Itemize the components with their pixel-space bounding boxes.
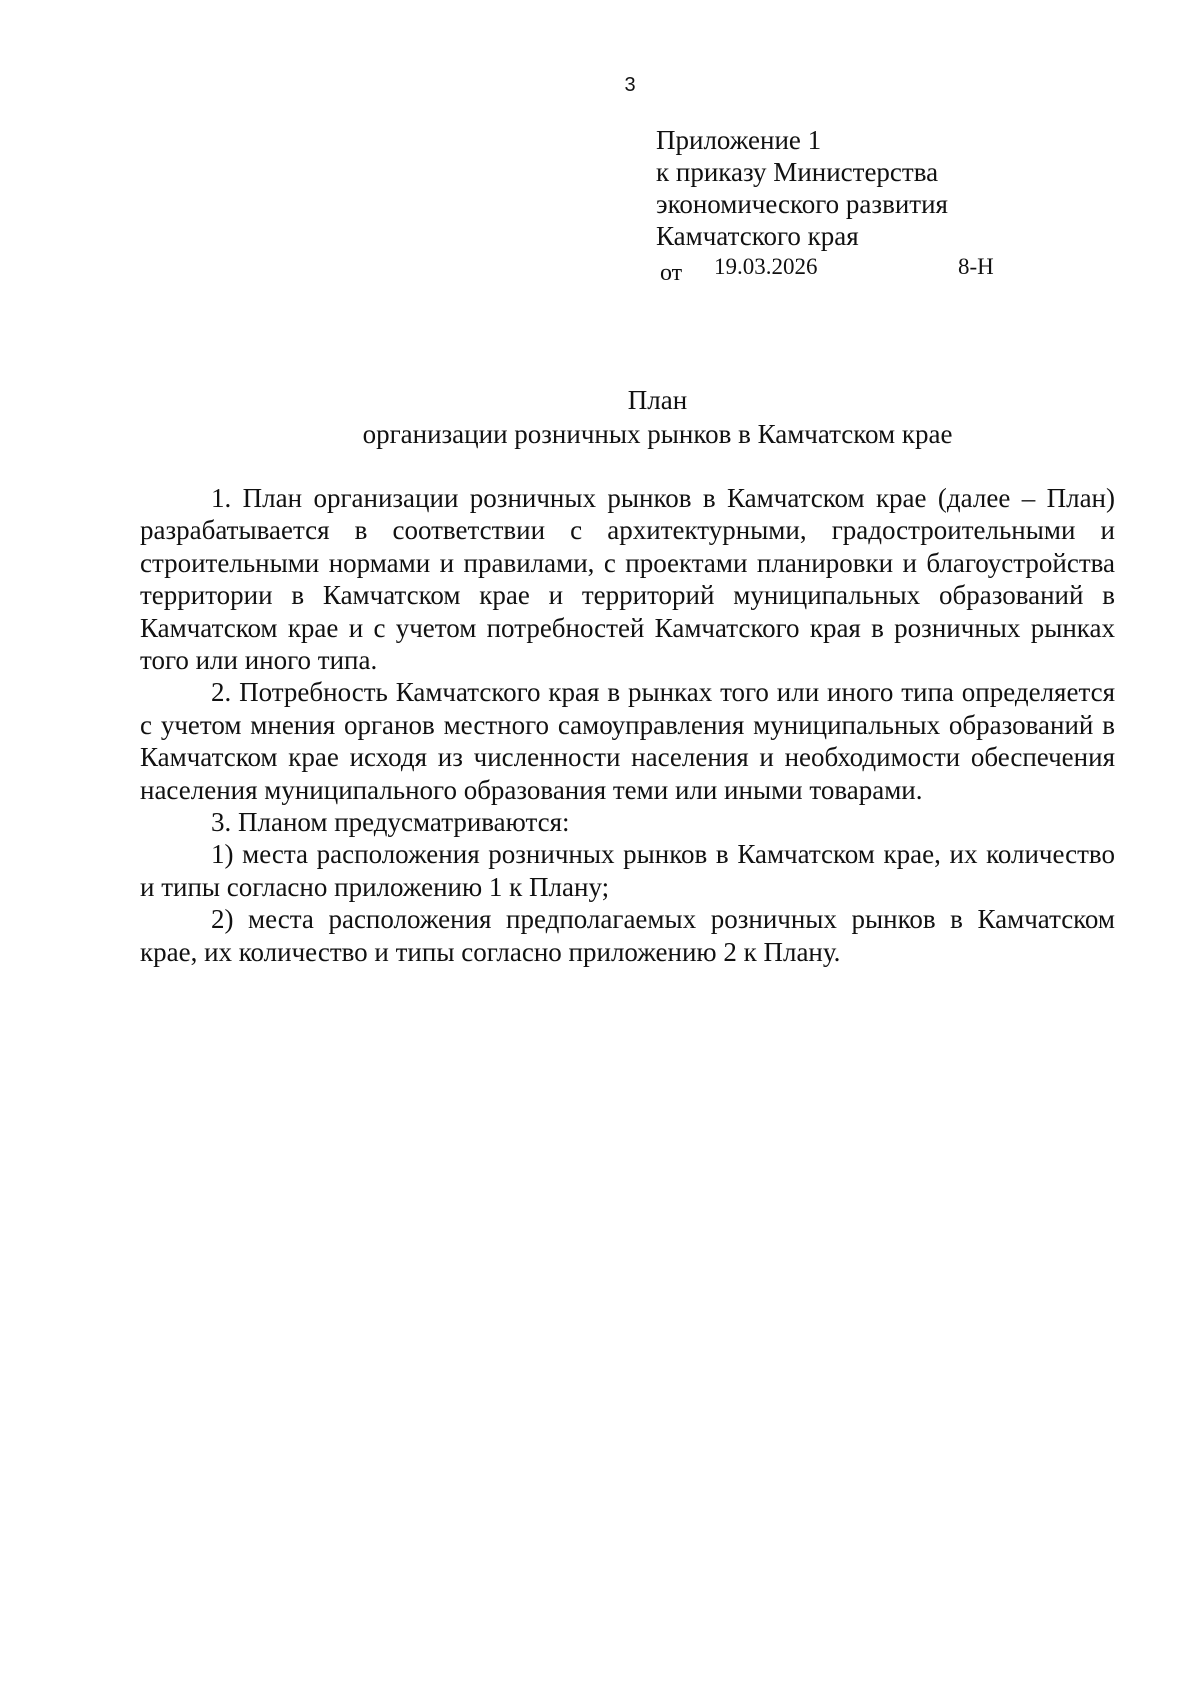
order-number: 8-Н bbox=[958, 254, 994, 279]
title-line-2: организации розничных рынков в Камчатском крае bbox=[362, 419, 953, 449]
paragraph: 1. План организации розничных рынков в Камчатском крае (далее – План) разрабатывается в соответствии с архитектурными, градостроительными и строительными нормами и правилами, с проектами планировки и благоустройства территории в Камчатском крае и территорий муниципальных образований в Камчатском крае и с учетом потребностей Камчатского края в розничных рынках того или иного типа. bbox=[140, 483, 1115, 676]
date-prefix: от bbox=[660, 260, 683, 286]
order-date: 19.03.2026 bbox=[714, 254, 818, 279]
order-date-line bbox=[660, 254, 1000, 288]
title-line-1: План bbox=[627, 385, 688, 415]
paragraph: 3. Планом предусматриваются: bbox=[211, 807, 570, 838]
annex-line: к приказу Министерства bbox=[656, 157, 939, 187]
document-title bbox=[140, 383, 1175, 451]
paragraph: 2) места расположения предполагаемых розничных рынков в Камчатском крае, их количество и типы согласно приложению 2 к Плану. bbox=[140, 904, 1115, 967]
annex-line: Приложение 1 bbox=[656, 125, 822, 155]
page-number: 3 bbox=[624, 74, 636, 96]
paragraph: 2. Потребность Камчатского края в рынках того или иного типа определяется с учетом мнения органов местного самоуправления муниципальных образований в Камчатском крае исходя из численности населения и необходимости обеспечения населения муниципального образования теми или иными товарами. bbox=[140, 677, 1115, 805]
annex-line: Камчатского края bbox=[656, 221, 859, 251]
annex-header bbox=[656, 124, 1076, 252]
document-body bbox=[140, 482, 1115, 968]
annex-line: экономического развития bbox=[656, 189, 948, 219]
paragraph: 1) места расположения розничных рынков в Камчатском крае, их количество и типы согласно приложению 1 к Плану; bbox=[140, 839, 1115, 902]
